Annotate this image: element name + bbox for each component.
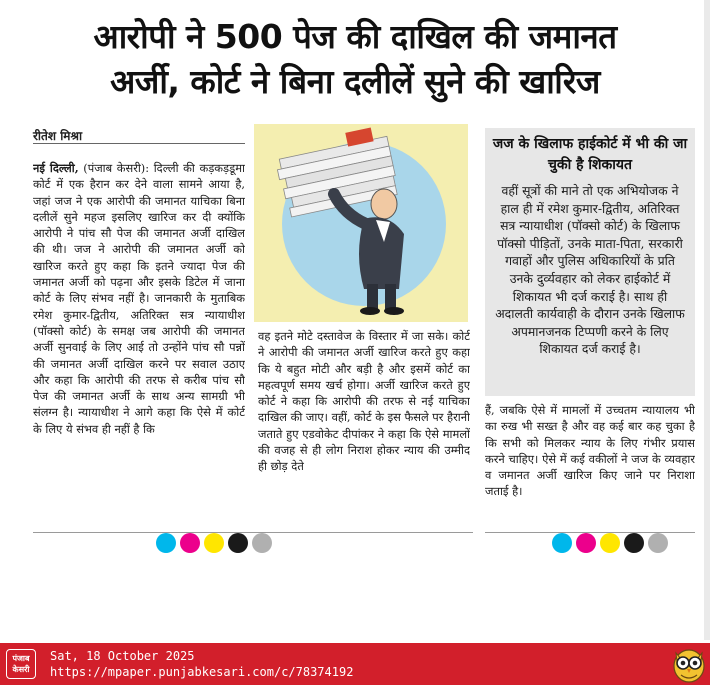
byline-divider bbox=[33, 143, 245, 144]
man-carrying-paper-stack-icon bbox=[254, 124, 468, 322]
registration-dot bbox=[252, 533, 272, 553]
registration-dot bbox=[228, 533, 248, 553]
publisher-logo: पंजाब केसरी bbox=[6, 649, 36, 679]
article-column-2: वह इतने मोटे दस्तावेज के विस्तार में जा सके। कोर्ट ने आरोपी की जमानत अर्जी खारिज करते हुए कहा कि ये बहुत मोटी और बड़ी है और इसमें कोर्ट का महत्वपूर्ण समय खर्च होगा। अर्जी खारिज करते हुए कोर्ट ने कहा कि आरोपी की तरफ से नई याचिका दाखिल की जाए। वहीं, कोर्ट के इस फैसले पर हैरानी जताते हुए एडवोकेट दीपांकर ने कहा कि ऐसे मामलों की वजह से ही लोग निराश होकर न्याय की उम्मीद ही छोड़ देते bbox=[258, 329, 470, 474]
article-column-1 bbox=[33, 160, 245, 515]
source-url[interactable]: https://mpaper.punjabkesari.com/c/78374192 bbox=[50, 665, 354, 679]
article-column-3: हैं, जबकि ऐसे में मामलों में उच्चतम न्यायालय भी का रुख भी सख्त है और वह कई बार कह चुका है कि सभी को मिलकर न्याय के लिए गंभीर प्रयास करने चाहिए। ऐसे में कई वकीलों ने जज के व्यवहार व जमानत अर्जी खारिज किए जाने पर निराशा जताई है। bbox=[485, 403, 695, 499]
headline bbox=[0, 14, 710, 104]
registration-dot bbox=[648, 533, 668, 553]
divider-left bbox=[33, 532, 473, 533]
dateline: नई दिल्ली, bbox=[33, 161, 79, 175]
registration-dot bbox=[600, 533, 620, 553]
registration-dot bbox=[624, 533, 644, 553]
sidebar-box bbox=[485, 128, 695, 396]
footer-info bbox=[50, 648, 353, 680]
registration-dot bbox=[552, 533, 572, 553]
sidebar-title: जज के खिलाफ हाईकोर्ट में भी की जा चुकी है शिकायत bbox=[492, 136, 688, 173]
sidebar-text: वहीं सूत्रों की माने तो एक अभियोजक ने हाल ही में रमेश कुमार-द्वितीय, अतिरिक्त सत्र न्यायाधीश (पॉक्सो कोर्ट) के खिलाफ पॉक्सो पीड़ितों, उनके माता-पिता, सरकारी गवाहों और पुलिस अधिकारियों के प्रति उनके दुर्व्यवहार को लेकर हाईकोर्ट में शिकायत भी दर्ज कराई है। साथ ही अदालती कार्यवाही के दौरान उनके खिलाफ अपमानजनक टिप्पणी करने के लिए शिकायत दर्ज कराई है। bbox=[495, 183, 685, 357]
registration-dot bbox=[180, 533, 200, 553]
registration-dot bbox=[576, 533, 596, 553]
footer-bar bbox=[0, 643, 710, 685]
registration-dot bbox=[156, 533, 176, 553]
registration-dot bbox=[204, 533, 224, 553]
article-illustration bbox=[254, 124, 468, 322]
owl-icon[interactable] bbox=[672, 645, 706, 683]
edition-date: Sat, 18 October 2025 bbox=[50, 649, 195, 663]
byline: रीतेश मिश्रा bbox=[33, 129, 83, 143]
headline-line-1: आरोपी ने 500 पेज की दाखिल की जमानत bbox=[93, 17, 617, 56]
headline-line-2: अर्जी, कोर्ट ने बिना दलीलें सुने की खारिज bbox=[110, 62, 600, 101]
column-1-text: (पंजाब केसरी): दिल्ली की कड़कड़डूमा कोर्ट में एक हैरान कर देने वाला सामने आया है, जहां जज ने एक आरोपी की जमानत याचिका बिना दलीलें सुने महज इसलिए खारिज कर दी क्योंकि आरोपी ने पांच सौ पेज की जमानत अर्जी दाखिल की थी। जज ने आरोपी की जमानत अर्जी को खारिज करते हुए कहा कि इतने ज्यादा पेज की जमानत अर्जी को पढ़ना और इसके डिटेल में जाना कोर्ट के लिए संभव नहीं है। जानकारी के मुताबिक रमेश कुमार-द्वितीय, अतिरिक्त सत्र न्यायाधीश (पॉक्सो कोर्ट) के समक्ष जब आरोपी की जमानत अर्जी सुनवाई के लिए आई तो उन्होंने पांच सौ पन्नों की जमानत अर्जी दाखिल करने पर सवाल उठाए और कहा कि आरोपी की तरफ से करीब पांच सौ पेज की जमानत अर्जी के साथ अन्य सामग्री भी संलग्न है। न्यायाधीश ने आगे कहा कि ऐसे में कोर्ट के लिए ये संभव ही नहीं है कि bbox=[33, 161, 245, 436]
